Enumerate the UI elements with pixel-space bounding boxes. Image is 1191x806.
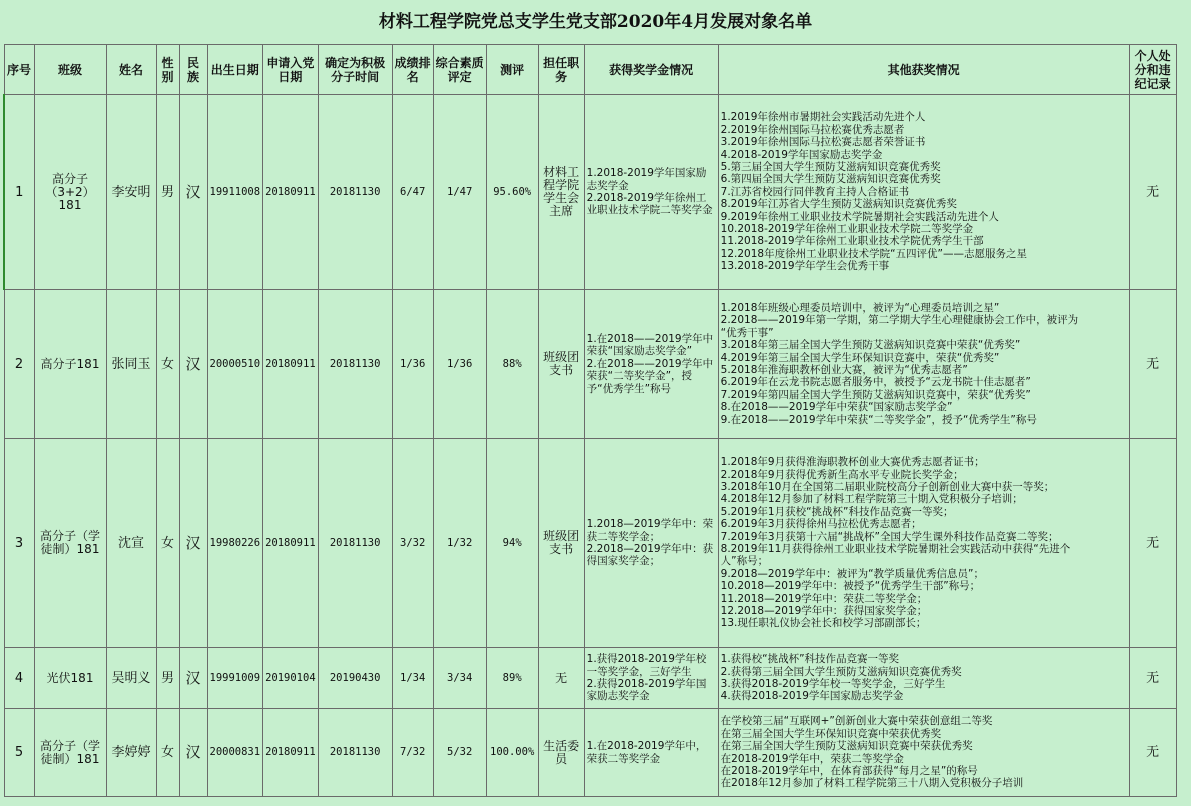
position-cell[interactable]: 班级团支书 — [538, 439, 584, 648]
activist-date-cell[interactable]: 20181130 — [318, 290, 392, 439]
award-item: 12.2018年度徐州工业职业技术学院“五四评优”——志愿服务之星 — [720, 247, 1027, 260]
column-header: 班级 — [34, 45, 106, 95]
award-item: 12.2018—2019学年中：获得国家奖学金； — [720, 605, 928, 618]
header-row — [4, 45, 1176, 95]
gender-cell[interactable]: 男 — [156, 648, 179, 709]
column-header: 综合素质评定 — [433, 45, 486, 95]
birth-date-cell[interactable]: 20000831 — [207, 709, 263, 797]
evaluation-cell[interactable]: 94% — [486, 439, 538, 648]
award-item: 4.获得2018-2019学年国家励志奖学金 — [720, 690, 904, 703]
discipline-cell[interactable]: 无 — [1129, 439, 1176, 648]
scholarship-cell[interactable] — [584, 709, 718, 797]
ethnicity-cell[interactable]: 汉 — [179, 648, 207, 709]
column-header: 其他获奖情况 — [718, 45, 1129, 95]
award-item: 10.2018-2019学年徐州工业职业技术学院二等奖学金 — [720, 223, 974, 236]
award-item: 1.2019年徐州市暑期社会实践活动先进个人 — [720, 111, 926, 124]
class-cell[interactable]: 高分子（学徒制）181 — [34, 709, 106, 797]
column-header: 性别 — [156, 45, 179, 95]
position-cell[interactable]: 无 — [538, 648, 584, 709]
quality-rank-cell[interactable]: 3/34 — [433, 648, 486, 709]
column-header: 序号 — [4, 45, 34, 95]
name-cell[interactable]: 沈宣 — [106, 439, 156, 648]
award-item: 3.2018年第三届全国大学生预防艾滋病知识竞赛中荣获“优秀奖” — [720, 339, 1021, 352]
table-row — [4, 290, 1176, 439]
row-number[interactable]: 3 — [4, 439, 34, 648]
table-row — [4, 439, 1176, 648]
candidate-table — [3, 44, 1177, 797]
name-cell[interactable]: 张同玉 — [106, 290, 156, 439]
award-item: 2.2019年徐州国际马拉松赛优秀志愿者 — [720, 123, 905, 136]
scholarship-item: 2.2018—2019学年中：获得国家奖学金； — [586, 543, 714, 568]
apply-date-cell[interactable]: 20180911 — [263, 439, 319, 648]
column-header: 确定为积极分子时间 — [318, 45, 392, 95]
award-item: 11.2018—2019学年中：荣获二等奖学金； — [720, 592, 928, 605]
scholarship-item: 2.2018-2019学年徐州工业职业技术学院二等奖学金 — [586, 192, 713, 217]
name-cell[interactable]: 李安明 — [106, 95, 156, 290]
birth-date-cell[interactable]: 19980226 — [207, 439, 263, 648]
row-number[interactable]: 5 — [4, 709, 34, 797]
row-number[interactable]: 2 — [4, 290, 34, 439]
gender-cell[interactable]: 女 — [156, 709, 179, 797]
class-cell[interactable]: 高分子 （3+2） 181 — [34, 95, 106, 290]
other-awards-cell[interactable] — [718, 439, 1129, 648]
award-item: 在第三届全国大学生预防艾滋病知识竞赛中荣获优秀奖 — [720, 740, 973, 753]
award-item: 5.2018年淮海职教杯创业大赛，被评为“优秀志愿者” — [720, 364, 968, 376]
award-item: 9.在2018——2019学年中荣获“二等奖学金”，授予“优秀学生”称号 — [720, 413, 1037, 426]
award-item: 在2018-2019学年中，在体育部获得“每月之星”的称号 — [720, 764, 978, 777]
apply-date-cell[interactable]: 20180911 — [263, 290, 319, 439]
scholarship-item: 1.在2018-2019学年中，荣获二等奖学金 — [586, 740, 707, 765]
discipline-cell[interactable]: 无 — [1129, 709, 1176, 797]
scholarship-item: 2.在2018——2019学年中荣获“二等奖学金”，授予“优秀学生”称号 — [586, 357, 714, 395]
award-item: 5.第三届全国大学生预防艾滋病知识竞赛优秀奖 — [720, 160, 941, 173]
award-item: 在2018-2019学年中，荣获二等奖学金 — [720, 752, 904, 765]
scholarship-cell[interactable] — [584, 290, 718, 439]
gender-cell[interactable]: 男 — [156, 95, 179, 290]
gender-cell[interactable]: 女 — [156, 439, 179, 648]
scholarship-item: 1.2018-2019学年国家励志奖学金 — [586, 167, 707, 192]
birth-date-cell[interactable]: 19911008 — [207, 95, 263, 290]
grade-rank-cell[interactable]: 6/47 — [392, 95, 433, 290]
apply-date-cell[interactable]: 20180911 — [263, 709, 319, 797]
award-item: 6.2019年3月获得徐州马拉松优秀志愿者； — [720, 518, 922, 531]
discipline-cell[interactable]: 无 — [1129, 648, 1176, 709]
birth-date-cell[interactable]: 20000510 — [207, 290, 263, 439]
column-header: 出生日期 — [207, 45, 263, 95]
award-item: 5.2019年1月获校“挑战杯”科技作品竞赛一等奖； — [720, 505, 954, 518]
gender-cell[interactable]: 女 — [156, 290, 179, 439]
evaluation-cell[interactable]: 100.00% — [486, 709, 538, 797]
award-item: 7.江苏省校园行同伴教育主持人合格证书 — [720, 185, 910, 198]
birth-date-cell[interactable]: 19991009 — [207, 648, 263, 709]
quality-rank-cell[interactable]: 1/32 — [433, 439, 486, 648]
activist-date-cell[interactable]: 20181130 — [318, 709, 392, 797]
award-item: 在2018年12月参加了材料工程学院第三十八期入党积极分子培训 — [720, 777, 1024, 790]
column-header: 测评 — [486, 45, 538, 95]
other-awards-cell[interactable] — [718, 709, 1129, 797]
row-number[interactable]: 4 — [4, 648, 34, 709]
award-item: 1.2018年9月获得淮海职教杯创业大赛优秀志愿者证书； — [720, 456, 985, 469]
class-cell[interactable]: 高分子181 — [34, 290, 106, 439]
quality-rank-cell[interactable]: 5/32 — [433, 709, 486, 797]
quality-rank-cell[interactable]: 1/47 — [433, 95, 486, 290]
apply-date-cell[interactable]: 20190104 — [263, 648, 319, 709]
other-awards-cell[interactable] — [718, 290, 1129, 439]
scholarship-item: 1.获得2018-2019学年校一等奖学金，三好学生 — [586, 653, 707, 678]
evaluation-cell[interactable]: 89% — [486, 648, 538, 709]
award-item: 4.2018年12月参加了材料工程学院第三十期入党积极分子培训； — [720, 493, 1023, 506]
evaluation-cell[interactable]: 88% — [486, 290, 538, 439]
award-item: 6.第四届全国大学生预防艾滋病知识竞赛优秀奖 — [720, 173, 941, 186]
award-item: 9.2019年徐州工业职业技术学院暑期社会实践活动先进个人 — [720, 210, 999, 223]
award-item: “优秀干事” — [720, 326, 774, 339]
award-item: 2.获得第三届全国大学生预防艾滋病知识竞赛优秀奖 — [720, 665, 962, 678]
ethnicity-cell[interactable]: 汉 — [179, 709, 207, 797]
discipline-cell[interactable]: 无 — [1129, 290, 1176, 439]
grade-rank-cell[interactable]: 1/36 — [392, 290, 433, 439]
award-item: 4.2018-2019学年国家励志奖学金 — [720, 148, 883, 161]
row-number[interactable]: 1 — [4, 95, 34, 290]
award-item: 11.2018-2019学年徐州工业职业技术学院优秀学生干部 — [720, 235, 984, 248]
award-item: 1.获得校“挑战杯”科技作品竞赛一等奖 — [720, 653, 900, 666]
award-item: 10.2018—2019学年中：被授予“优秀学生干部”称号； — [720, 580, 981, 593]
award-item: 3.2018年10月在全国第二届职业院校高分子创新创业大赛中获一等奖； — [720, 480, 1055, 493]
apply-date-cell[interactable]: 20180911 — [263, 95, 319, 290]
other-awards-cell[interactable] — [718, 95, 1129, 290]
scholarship-cell[interactable] — [584, 648, 718, 709]
page-title: 材料工程学院党总支学生党支部2020年4月发展对象名单 — [378, 12, 813, 32]
name-cell[interactable]: 李婷婷 — [106, 709, 156, 797]
award-item: 8.2019年11月获得徐州工业职业技术学院暑期社会实践活动中获得“先进个 — [720, 543, 1071, 555]
award-item: 2.2018年9月获得优秀新生高水平专业院长奖学金； — [720, 468, 964, 481]
award-item: 9.2018—2019学年中：被评为“教学质量优秀信息员”； — [720, 567, 984, 580]
activist-date-cell[interactable]: 20190430 — [318, 648, 392, 709]
discipline-cell[interactable]: 无 — [1129, 95, 1176, 290]
position-cell[interactable]: 材料工程学院学生会主席 — [538, 95, 584, 290]
award-item: 在学校第三届“互联网+”创新创业大赛中荣获创意组二等奖 — [720, 715, 993, 728]
ethnicity-cell[interactable]: 汉 — [179, 95, 207, 290]
scholarship-cell[interactable] — [584, 439, 718, 648]
position-cell[interactable]: 班级团支书 — [538, 290, 584, 439]
name-cell[interactable]: 吴明义 — [106, 648, 156, 709]
grade-rank-cell[interactable]: 7/32 — [392, 709, 433, 797]
scholarship-item: 2.获得2018-2019学年国家励志奖学金 — [586, 678, 707, 703]
award-item: 8.2019年江苏省大学生预防艾滋病知识竞赛优秀奖 — [720, 198, 957, 211]
activist-date-cell[interactable]: 20181130 — [318, 439, 392, 648]
award-item: 3.2019年徐州国际马拉松赛志愿者荣誉证书 — [720, 136, 926, 149]
award-item: 13.2018-2019学年学生会优秀干事 — [720, 260, 890, 273]
table-row — [4, 648, 1176, 709]
award-item: 7.2019年第四届全国大学生预防艾滋病知识竞赛中，荣获“优秀奖” — [720, 388, 1031, 401]
table-row — [4, 709, 1176, 797]
award-item: 8.在2018——2019学年中荣获“国家励志奖学金” — [720, 401, 953, 414]
activist-date-cell[interactable]: 20181130 — [318, 95, 392, 290]
table-row — [4, 95, 1176, 290]
scholarship-item: 1.在2018——2019学年中荣获“国家励志奖学金” — [586, 332, 714, 358]
column-header: 成绩排名 — [392, 45, 433, 95]
scholarship-cell[interactable] — [584, 95, 718, 290]
column-header: 民族 — [179, 45, 207, 95]
column-header: 担任职务 — [538, 45, 584, 95]
other-awards-cell[interactable] — [718, 648, 1129, 709]
award-item: 4.2019年第三届全国大学生环保知识竞赛中，荣获“优秀奖” — [720, 351, 1000, 364]
evaluation-cell[interactable]: 95.60% — [486, 95, 538, 290]
column-header: 获得奖学金情况 — [584, 45, 718, 95]
award-item: 6.2019年在云龙书院志愿者服务中，被授予“云龙书院十佳志愿者” — [720, 376, 1031, 389]
quality-rank-cell[interactable]: 1/36 — [433, 290, 486, 439]
award-item: 人”称号； — [720, 555, 769, 568]
scholarship-item: 1.2018—2019学年中：荣获二等奖学金； — [586, 518, 714, 543]
ethnicity-cell[interactable]: 汉 — [179, 290, 207, 439]
grade-rank-cell[interactable]: 3/32 — [392, 439, 433, 648]
column-header: 申请入党日期 — [263, 45, 319, 95]
award-item: 2.2018——2019年第一学期，第二学期大学生心理健康协会工作中，被评为 — [720, 314, 1079, 327]
column-header: 姓名 — [106, 45, 156, 95]
award-item: 7.2019年3月获第十六届“挑战杯”全国大学生课外科技作品竞赛二等奖； — [720, 530, 1059, 543]
award-item: 在第三届全国大学生环保知识竞赛中荣获优秀奖 — [720, 727, 942, 740]
award-item: 13.现任职礼仪协会社长和校学习部副部长； — [720, 617, 927, 630]
class-cell[interactable]: 光伏181 — [34, 648, 106, 709]
class-cell[interactable]: 高分子（学徒制）181 — [34, 439, 106, 648]
award-item: 1.2018年班级心理委员培训中，被评为“心理委员培训之星” — [720, 301, 1000, 314]
award-item: 3.获得2018-2019学年校一等奖学金，三好学生 — [720, 678, 946, 690]
ethnicity-cell[interactable]: 汉 — [179, 439, 207, 648]
column-header: 个人处分和违纪记录 — [1129, 45, 1176, 95]
position-cell[interactable]: 生活委员 — [538, 709, 584, 797]
grade-rank-cell[interactable]: 1/34 — [392, 648, 433, 709]
